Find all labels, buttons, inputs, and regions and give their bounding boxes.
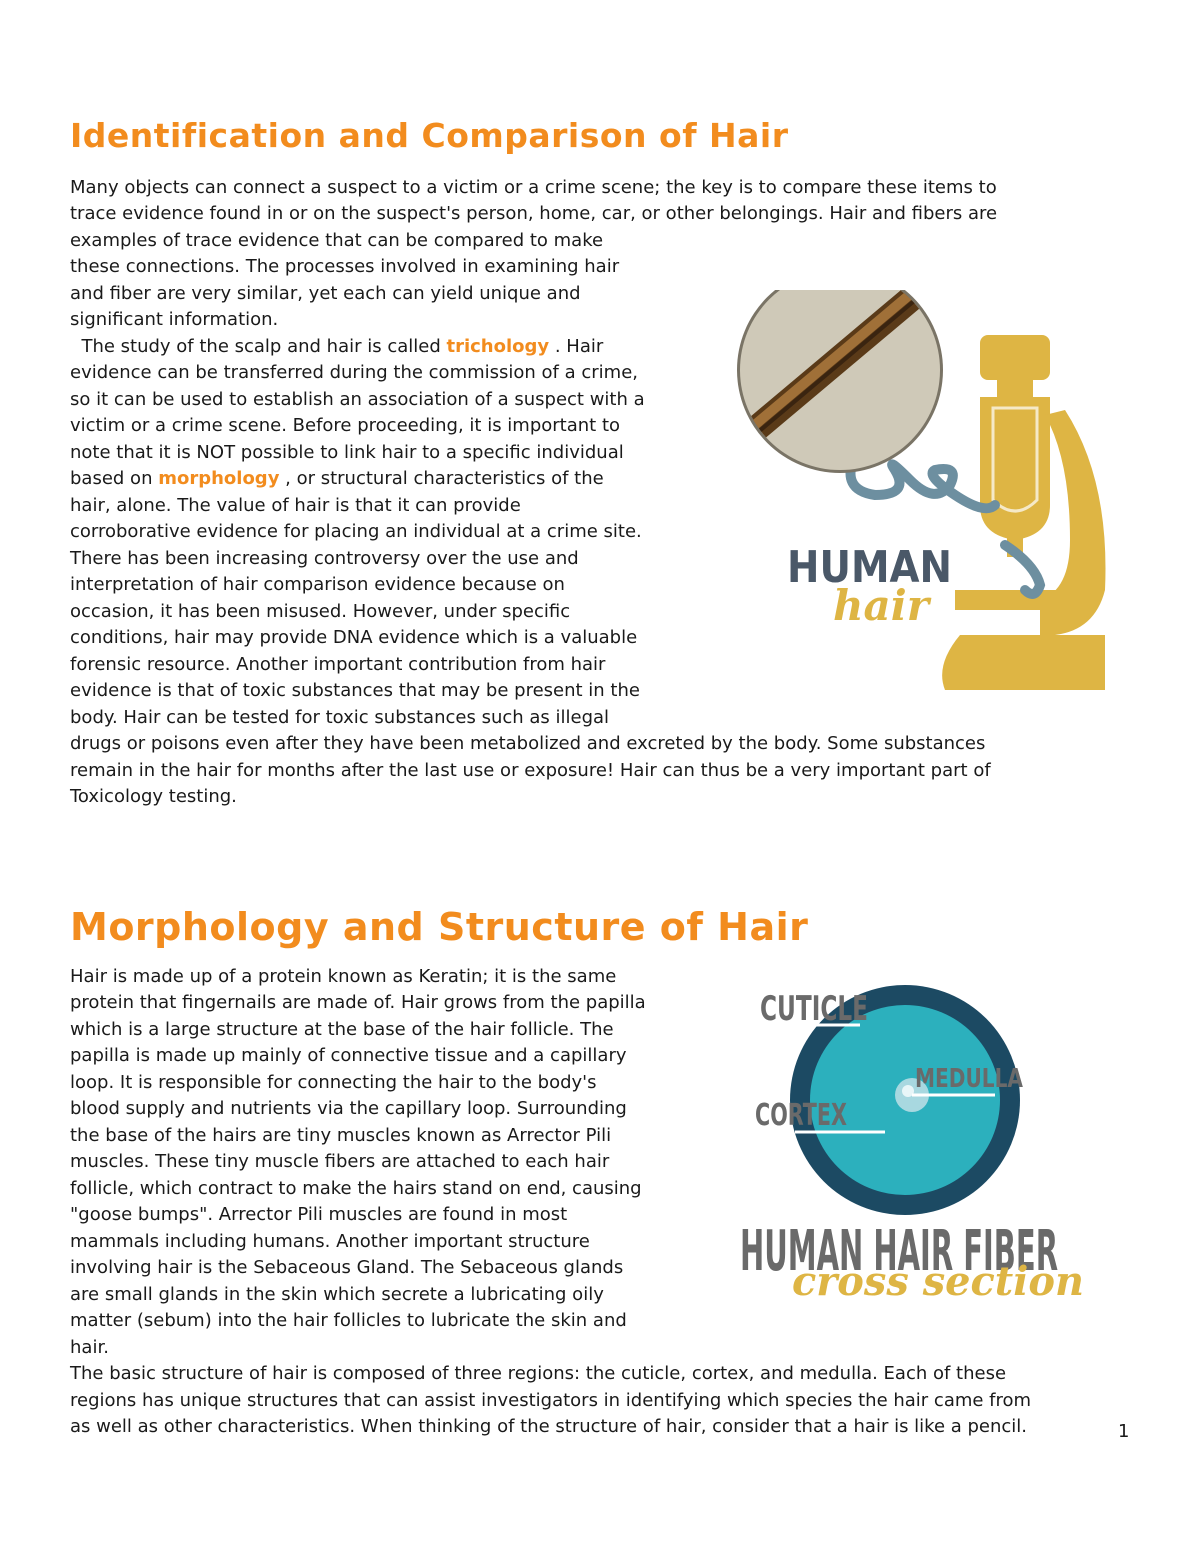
paragraph-line-trichology (70, 334, 603, 360)
paragraph-line: protein that fingernails are made of. Hair grows from the papilla (70, 992, 646, 1013)
paragraph-line: blood supply and nutrients via the capillary loop. Surrounding (70, 1098, 627, 1119)
section-title-identification: Identification and Comparison of Hair (70, 116, 789, 155)
microscope-icon (942, 335, 1105, 690)
human-hair-microscope-illustration (735, 290, 1115, 710)
paragraph-line: There has been increasing controversy over the use and (70, 548, 579, 569)
hair-magnified-photo (735, 290, 945, 475)
paragraph-line: forensic resource. Another important contribution from hair (70, 654, 606, 675)
paragraph-line: Hair is made up of a protein known as Keratin; it is the same (70, 966, 617, 987)
paragraph-line: Many objects can connect a suspect to a victim or a crime scene; the key is to compare these items to (70, 177, 997, 198)
page-number: 1 (1118, 1421, 1130, 1442)
text: , or structural characteristics of the (279, 468, 604, 489)
paragraph-line: matter (sebum) into the hair follicles to lubricate the skin and (70, 1310, 627, 1331)
text: based on (70, 468, 159, 489)
paragraph-line-morphology (70, 466, 604, 492)
paragraph-line: and fiber are very similar, yet each can yield unique and (70, 283, 581, 304)
paragraph-line: victim or a crime scene. Before proceeding, it is important to (70, 415, 621, 436)
paragraph-line: "goose bumps". Arrector Pili muscles are found in most (70, 1204, 568, 1225)
term-morphology: morphology (158, 468, 280, 489)
term-trichology: trichology (446, 336, 550, 357)
paragraph-line: hair, alone. The value of hair is that it can provide (70, 495, 521, 516)
paragraph-line: mammals including humans. Another important structure (70, 1231, 590, 1252)
figure-title-human-hair-fiber: HUMAN HAIR FIBER (740, 1219, 1058, 1284)
label-cuticle: CUTICLE (760, 989, 868, 1029)
paragraph-line: papilla is made up mainly of connective tissue and a capillary (70, 1045, 627, 1066)
paragraph-line: these connections. The processes involved in examining hair (70, 256, 620, 277)
paragraph-line: regions has unique structures that can assist investigators in identifying which species the hair came from (70, 1390, 1032, 1411)
paragraph-line: hair. (70, 1337, 109, 1358)
paragraph-line: evidence can be transferred during the commission of a crime, (70, 362, 638, 383)
paragraph-line: significant information. (70, 309, 279, 330)
paragraph-line: remain in the hair for months after the last use or exposure! Hair can thus be a very important part of (70, 760, 991, 781)
paragraph-line: interpretation of hair comparison evidence because on (70, 574, 565, 595)
paragraph-line: Toxicology testing. (70, 786, 237, 807)
paragraph-line: body. Hair can be tested for toxic substances such as illegal (70, 707, 610, 728)
paragraph-line: occasion, it has been misused. However, under specific (70, 601, 571, 622)
paragraph-line: the base of the hairs are tiny muscles known as Arrector Pili (70, 1125, 612, 1146)
text: The study of the scalp and hair is called (70, 336, 447, 357)
paragraph-line: so it can be used to establish an association of a suspect with a (70, 389, 645, 410)
paragraph-line: examples of trace evidence that can be compared to make (70, 230, 604, 251)
paragraph-line: loop. It is responsible for connecting the hair to the body's (70, 1072, 597, 1093)
figure-word-hair: hair (833, 581, 929, 630)
figure-subtitle-cross-section: cross section (792, 1258, 1084, 1305)
paragraph-line: The basic structure of hair is composed of three regions: the cuticle, cortex, and medulla. Each of these (70, 1363, 1007, 1384)
paragraph-line: drugs or poisons even after they have been metabolized and excreted by the body. Some substances (70, 733, 986, 754)
paragraph-line: conditions, hair may provide DNA evidence which is a valuable (70, 627, 638, 648)
paragraph-line: as well as other characteristics. When thinking of the structure of hair, consider that a hair is like a pencil. (70, 1416, 1028, 1437)
hair-fiber-cross-section-illustration (740, 975, 1110, 1315)
paragraph-line: corroborative evidence for placing an individual at a crime site. (70, 521, 642, 542)
paragraph-line: follicle, which contract to make the hairs stand on end, causing (70, 1178, 642, 1199)
paragraph-line: muscles. These tiny muscle fibers are attached to each hair (70, 1151, 610, 1172)
section-title-morphology: Morphology and Structure of Hair (70, 905, 809, 949)
label-medulla: MEDULLA (915, 1064, 1023, 1094)
paragraph-line: involving hair is the Sebaceous Gland. The Sebaceous glands (70, 1257, 624, 1278)
paragraph-line: which is a large structure at the base of the hair follicle. The (70, 1019, 614, 1040)
text: . Hair (549, 336, 604, 357)
label-cortex: CORTEX (755, 1098, 847, 1133)
figure-word-human: HUMAN (787, 542, 952, 593)
paragraph-line: note that it is NOT possible to link hair to a specific individual (70, 442, 624, 463)
paragraph-line: are small glands in the skin which secrete a lubricating oily (70, 1284, 604, 1305)
paragraph-line: trace evidence found in or on the suspect's person, home, car, or other belongings. Hair and fibers are (70, 203, 998, 224)
paragraph-line: evidence is that of toxic substances that may be present in the (70, 680, 640, 701)
